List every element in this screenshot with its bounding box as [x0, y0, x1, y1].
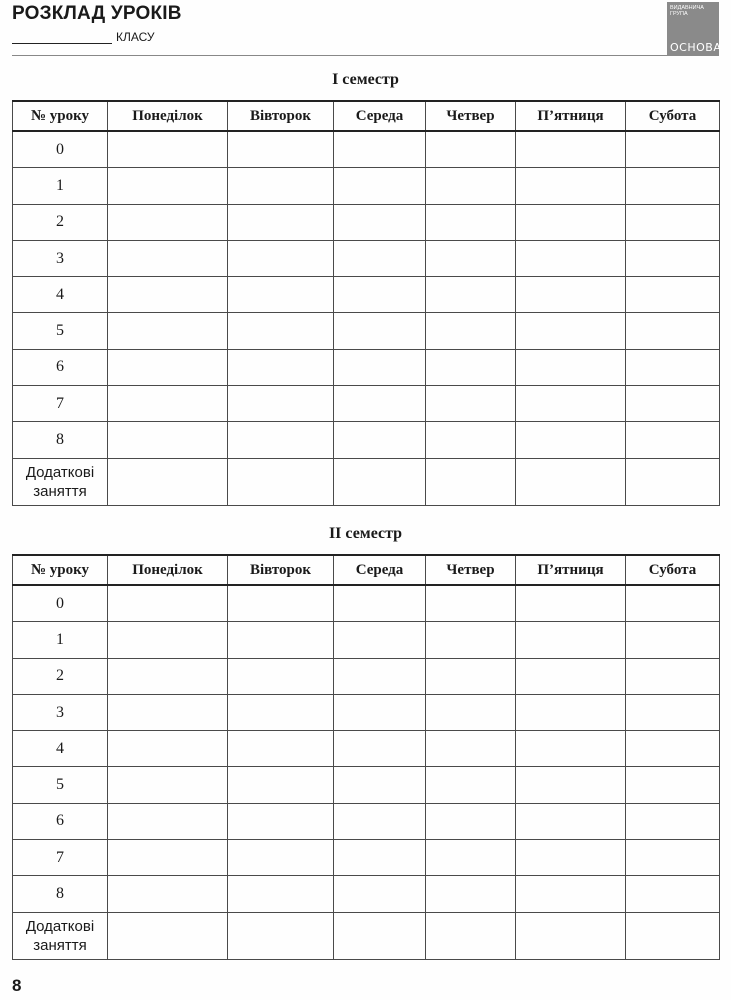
table-row [13, 313, 720, 349]
lesson-number-cell: 3 [13, 694, 108, 730]
table-row [13, 168, 720, 204]
schedule-cell[interactable] [108, 694, 228, 730]
schedule-cell[interactable] [516, 313, 626, 349]
schedule-cell[interactable] [228, 131, 334, 168]
schedule-cell[interactable] [626, 313, 720, 349]
schedule-cell[interactable] [334, 204, 426, 240]
schedule-cell[interactable] [426, 767, 516, 803]
schedule-cell[interactable] [516, 803, 626, 839]
schedule-cell[interactable] [334, 168, 426, 204]
schedule-cell[interactable] [228, 458, 334, 505]
schedule-cell[interactable] [334, 458, 426, 505]
schedule-cell[interactable] [516, 349, 626, 385]
class-blank-field[interactable] [12, 29, 112, 44]
schedule-cell[interactable] [108, 313, 228, 349]
schedule-cell[interactable] [516, 694, 626, 730]
schedule-cell[interactable] [426, 204, 516, 240]
schedule-cell[interactable] [516, 658, 626, 694]
table-header-row [13, 101, 720, 131]
schedule-cell[interactable] [108, 767, 228, 803]
schedule-cell[interactable] [626, 204, 720, 240]
table-row [13, 204, 720, 240]
lesson-number-cell: 5 [13, 313, 108, 349]
schedule-cell[interactable] [108, 912, 228, 959]
schedule-cell[interactable] [108, 277, 228, 313]
schedule-cell[interactable] [426, 694, 516, 730]
column-header-day: Понеділок [108, 101, 228, 131]
schedule-cell[interactable] [108, 585, 228, 622]
table-row [13, 803, 720, 839]
column-header-day: Четвер [426, 555, 516, 585]
schedule-cell[interactable] [108, 349, 228, 385]
schedule-cell[interactable] [626, 240, 720, 276]
semester-1-title: I семестр [332, 71, 399, 88]
schedule-cell[interactable] [108, 131, 228, 168]
page-title: РОЗКЛАД УРОКІВ [12, 3, 182, 24]
schedule-cell[interactable] [626, 622, 720, 658]
schedule-cell[interactable] [228, 840, 334, 876]
schedule-cell[interactable] [228, 240, 334, 276]
schedule-cell[interactable] [426, 912, 516, 959]
schedule-cell[interactable] [516, 840, 626, 876]
schedule-cell[interactable] [626, 458, 720, 505]
schedule-cell[interactable] [334, 313, 426, 349]
schedule-cell[interactable] [516, 912, 626, 959]
column-header-day: Середа [334, 555, 426, 585]
column-header-day: П’ятниця [516, 101, 626, 131]
schedule-cell[interactable] [626, 803, 720, 839]
schedule-cell[interactable] [108, 386, 228, 422]
schedule-cell[interactable] [228, 876, 334, 912]
schedule-cell[interactable] [626, 585, 720, 622]
publisher-logo [667, 2, 722, 56]
schedule-cell[interactable] [426, 240, 516, 276]
logo-brand: ОСНОВА [670, 41, 722, 54]
schedule-cell[interactable] [108, 458, 228, 505]
lesson-number-cell: 7 [13, 840, 108, 876]
table-row [13, 585, 720, 622]
schedule-cell[interactable] [334, 840, 426, 876]
schedule-cell[interactable] [334, 876, 426, 912]
schedule-cell[interactable] [334, 658, 426, 694]
schedule-cell[interactable] [334, 277, 426, 313]
schedule-cell[interactable] [426, 803, 516, 839]
schedule-cell[interactable] [108, 168, 228, 204]
schedule-cell[interactable] [228, 168, 334, 204]
schedule-cell[interactable] [516, 458, 626, 505]
schedule-cell[interactable] [228, 694, 334, 730]
schedule-cell[interactable] [516, 204, 626, 240]
schedule-cell[interactable] [334, 386, 426, 422]
schedule-cell[interactable] [626, 658, 720, 694]
schedule-cell[interactable] [626, 767, 720, 803]
table-row [13, 840, 720, 876]
schedule-cell[interactable] [626, 912, 720, 959]
table-row [13, 240, 720, 276]
schedule-cell[interactable] [426, 168, 516, 204]
schedule-cell[interactable] [516, 277, 626, 313]
header-divider [12, 55, 667, 56]
schedule-cell[interactable] [626, 168, 720, 204]
schedule-cell[interactable] [516, 876, 626, 912]
table-row-extra-classes [13, 912, 720, 959]
schedule-cell[interactable] [228, 349, 334, 385]
schedule-cell[interactable] [426, 313, 516, 349]
lesson-number-cell: 2 [13, 204, 108, 240]
column-header-day: Понеділок [108, 555, 228, 585]
lesson-number-cell: 6 [13, 803, 108, 839]
lesson-number-cell: 0 [13, 131, 108, 168]
schedule-cell[interactable] [334, 803, 426, 839]
lesson-number-cell: 4 [13, 731, 108, 767]
schedule-cell[interactable] [426, 876, 516, 912]
table-row [13, 386, 720, 422]
schedule-cell[interactable] [516, 131, 626, 168]
schedule-cell[interactable] [626, 131, 720, 168]
lesson-number-cell: 4 [13, 277, 108, 313]
schedule-cell[interactable] [108, 876, 228, 912]
schedule-table-semester-1 [12, 100, 720, 506]
schedule-cell[interactable] [228, 658, 334, 694]
schedule-cell[interactable] [426, 585, 516, 622]
table-row [13, 349, 720, 385]
schedule-cell[interactable] [516, 240, 626, 276]
schedule-cell[interactable] [334, 767, 426, 803]
column-header-day: Четвер [426, 101, 516, 131]
lesson-number-cell: 2 [13, 658, 108, 694]
lesson-number-cell: 3 [13, 240, 108, 276]
schedule-cell[interactable] [626, 386, 720, 422]
schedule-cell[interactable] [228, 585, 334, 622]
schedule-cell[interactable] [516, 422, 626, 458]
schedule-table-semester-2 [12, 554, 720, 960]
logo-subtitle: ВИДАВНИЧА ГРУПА [670, 5, 704, 17]
schedule-cell[interactable] [426, 131, 516, 168]
class-line [12, 29, 155, 44]
schedule-cell[interactable] [334, 694, 426, 730]
schedule-cell[interactable] [334, 585, 426, 622]
column-header-day: П’ятниця [516, 555, 626, 585]
table-row [13, 422, 720, 458]
schedule-cell[interactable] [516, 168, 626, 204]
table-row [13, 131, 720, 168]
schedule-cell[interactable] [334, 349, 426, 385]
extra-classes-label: Додаткові заняття [13, 458, 108, 505]
column-header-lesson-number: № уроку [13, 555, 108, 585]
schedule-cell[interactable] [334, 131, 426, 168]
schedule-cell[interactable] [108, 622, 228, 658]
table-row [13, 731, 720, 767]
schedule-cell[interactable] [626, 876, 720, 912]
lesson-number-cell: 8 [13, 422, 108, 458]
schedule-cell[interactable] [108, 240, 228, 276]
schedule-cell[interactable] [108, 422, 228, 458]
table-header-row [13, 555, 720, 585]
schedule-cell[interactable] [334, 912, 426, 959]
schedule-cell[interactable] [426, 349, 516, 385]
schedule-cell[interactable] [108, 658, 228, 694]
schedule-cell[interactable] [516, 767, 626, 803]
schedule-cell[interactable] [626, 840, 720, 876]
schedule-cell[interactable] [228, 386, 334, 422]
lesson-number-cell: 1 [13, 168, 108, 204]
page-number: 8 [12, 976, 22, 995]
schedule-cell[interactable] [426, 622, 516, 658]
table-row [13, 622, 720, 658]
table-row-extra-classes [13, 458, 720, 505]
schedule-cell[interactable] [516, 731, 626, 767]
column-header-day: Вівторок [228, 101, 334, 131]
schedule-cell[interactable] [228, 622, 334, 658]
schedule-cell[interactable] [228, 912, 334, 959]
table-row [13, 658, 720, 694]
class-label: КЛАСУ [116, 30, 155, 44]
schedule-cell[interactable] [228, 731, 334, 767]
extra-classes-label: Додаткові заняття [13, 912, 108, 959]
schedule-cell[interactable] [426, 840, 516, 876]
lesson-number-cell: 0 [13, 585, 108, 622]
table-row [13, 277, 720, 313]
schedule-cell[interactable] [334, 422, 426, 458]
schedule-cell[interactable] [228, 313, 334, 349]
schedule-cell[interactable] [516, 585, 626, 622]
schedule-cell[interactable] [108, 731, 228, 767]
schedule-cell[interactable] [426, 731, 516, 767]
schedule-cell[interactable] [228, 767, 334, 803]
schedule-cell[interactable] [108, 204, 228, 240]
schedule-cell[interactable] [426, 658, 516, 694]
table-row [13, 876, 720, 912]
schedule-cell[interactable] [426, 277, 516, 313]
schedule-cell[interactable] [426, 386, 516, 422]
schedule-cell[interactable] [516, 622, 626, 658]
schedule-cell[interactable] [228, 422, 334, 458]
schedule-cell[interactable] [228, 277, 334, 313]
schedule-cell[interactable] [626, 349, 720, 385]
schedule-cell[interactable] [228, 204, 334, 240]
schedule-cell[interactable] [334, 240, 426, 276]
schedule-cell[interactable] [516, 386, 626, 422]
schedule-cell[interactable] [108, 803, 228, 839]
schedule-cell[interactable] [108, 840, 228, 876]
column-header-day: Субота [626, 555, 720, 585]
schedule-cell[interactable] [626, 694, 720, 730]
schedule-cell[interactable] [334, 622, 426, 658]
lesson-number-cell: 8 [13, 876, 108, 912]
schedule-cell[interactable] [626, 422, 720, 458]
lesson-number-cell: 7 [13, 386, 108, 422]
schedule-cell[interactable] [334, 731, 426, 767]
schedule-cell[interactable] [228, 803, 334, 839]
schedule-cell[interactable] [426, 422, 516, 458]
column-header-day: Субота [626, 101, 720, 131]
lesson-number-cell: 1 [13, 622, 108, 658]
schedule-cell[interactable] [426, 458, 516, 505]
column-header-day: Вівторок [228, 555, 334, 585]
schedule-cell[interactable] [626, 731, 720, 767]
column-header-lesson-number: № уроку [13, 101, 108, 131]
lesson-number-cell: 5 [13, 767, 108, 803]
table-row [13, 694, 720, 730]
column-header-day: Середа [334, 101, 426, 131]
lesson-number-cell: 6 [13, 349, 108, 385]
schedule-cell[interactable] [626, 277, 720, 313]
table-row [13, 767, 720, 803]
semester-2-title: II семестр [328, 525, 403, 542]
